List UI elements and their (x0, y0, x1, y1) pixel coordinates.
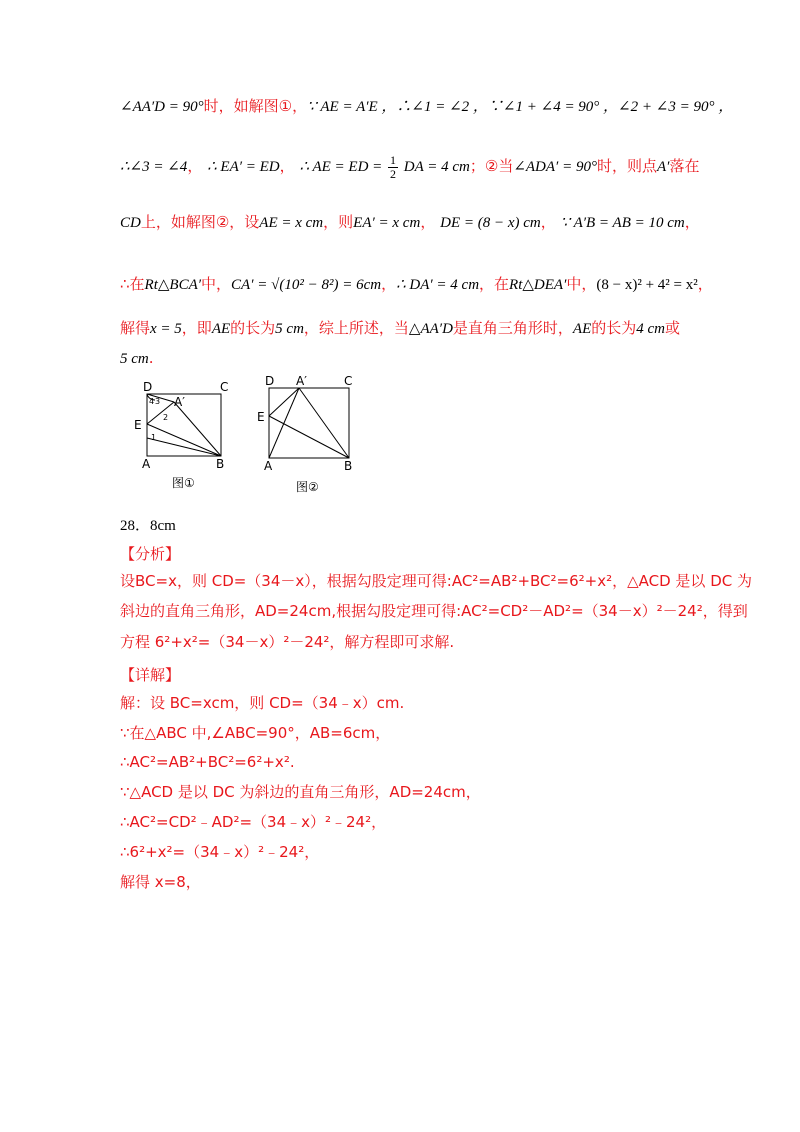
detail-line-4: ∵△ACD 是以 DC 为斜边的直角三角形，AD=24cm， (120, 783, 481, 801)
text-length-is-2: 的长为 (591, 319, 637, 337)
punct: ， (381, 275, 397, 293)
math-ae-x: AE = x cm (259, 215, 324, 231)
punct: ， (540, 213, 556, 231)
punct: . (148, 349, 154, 367)
text-in-summary: ，综上所述，当 (303, 319, 409, 337)
math-cd: CD (120, 215, 141, 231)
detail-line-5: ∴AC²=CD²﹣AD²=（34﹣x）²﹣24²， (120, 813, 387, 831)
analysis-line-3: 方程 6²+x²=（34－x）²－24²，解方程即可求解. (120, 633, 455, 651)
label-d: D (265, 374, 275, 388)
math-da-4: ∴ DA′ = 4 cm (396, 277, 480, 293)
figure-2 (252, 376, 362, 496)
label-angle-4: 4 (149, 397, 155, 406)
punct: ， (684, 213, 700, 231)
label-angle-3: 3 (155, 397, 161, 406)
detail-line-6: ∴6²+x²=（34﹣x）²﹣24²， (120, 843, 320, 861)
solution-line-1 (120, 96, 733, 117)
text-middle2: 中， (566, 275, 597, 293)
math-ae-2: AE (572, 321, 592, 337)
detail-heading: 【详解】 (120, 666, 181, 684)
detail-line-3: ∴AC²=AB²+BC²=6²+x². (120, 753, 295, 771)
label-a-prime: A′ (296, 374, 307, 388)
label-d: D (143, 380, 153, 394)
math-equation: (8 − x)² + 4² = x² (596, 277, 698, 293)
punct: ， (279, 157, 295, 175)
punct: ， (697, 275, 713, 293)
analysis-line-1: 设BC=x，则 CD=（34－x），根据勾股定理可得:AC²=AB²+BC²=6²+x²，△ACD 是以 DC 为 (120, 572, 752, 590)
label-e: E (257, 410, 265, 424)
text-in: ∴在 (120, 275, 145, 293)
label-angle-2: 2 (163, 413, 169, 422)
math-ab-10: ∵ A′B = AB = 10 cm (560, 215, 685, 231)
text-in2: ，在 (479, 275, 510, 293)
text-solve: 解得 (120, 319, 151, 337)
figure-2-caption: 图② (296, 480, 319, 494)
text-falls-on: 落在 (669, 157, 700, 175)
math-de-8-x: DE = (8 − x) cm (440, 215, 541, 231)
math-triangle-aad: △AA′D (408, 321, 453, 337)
math-5cm: 5 cm (275, 321, 304, 337)
text-or: 或 (665, 319, 681, 337)
text-ie: ，即 (181, 319, 212, 337)
label-c: C (220, 380, 229, 394)
math-rt-dea: Rt△DEA′ (509, 277, 567, 293)
solution-line-5 (120, 318, 680, 339)
math-ca-6cm: CA′ = √(10² − 8²) = 6cm (231, 277, 382, 293)
solution-line-4 (120, 274, 713, 295)
math-x-5: x = 5 (150, 321, 182, 337)
text-on-fig2: 上，如解图②，设 (140, 213, 260, 231)
label-a-prime: A′ (174, 395, 185, 409)
math-ea-eq-ed: ∴ EA′ = ED (207, 159, 280, 175)
label-b: B (216, 457, 225, 471)
math-ae-eq-ed: ∴ AE = ED = (299, 159, 387, 175)
solution-line-2 (120, 152, 699, 181)
math-ea-x: EA′ = x cm (353, 215, 421, 231)
punct: ， (187, 157, 203, 175)
punct: ， (420, 213, 436, 231)
analysis-line-2: 斜边的直角三角形，AD=24cm,根据勾股定理可得:AC²=CD²－AD²=（34－x）²－24²，得到 (120, 602, 748, 620)
label-e: E (134, 418, 142, 432)
text-middle: 中， (201, 275, 232, 293)
text-when-fig1: 时，如解图①， (203, 97, 308, 115)
label-b: B (344, 459, 353, 473)
solution-line-3 (120, 212, 700, 233)
math-4cm: 4 cm (636, 321, 666, 337)
label-a: A (142, 457, 151, 471)
text-case2: ；②当 (469, 157, 514, 175)
math-point-a-prime: A′ (656, 159, 670, 175)
text-length-is: 的长为 (230, 319, 276, 337)
math-angle3-eq-angle4: ∴∠3 = ∠4 (120, 159, 188, 175)
fraction-one-half: $\frac{1}{2}$ (390, 152, 397, 181)
label-a: A (264, 459, 273, 473)
math-5cm-final: 5 cm (120, 351, 149, 367)
figure-1 (130, 378, 240, 488)
figure-1-diagram (130, 378, 240, 488)
math-da-4cm: DA = 4 cm (400, 159, 470, 175)
detail-line-7: 解得 x=8， (120, 873, 201, 891)
text-is-right-triangle: 是直角三角形时， (452, 319, 573, 337)
math-ae: AE (211, 321, 231, 337)
text-then: ，则 (323, 213, 354, 231)
solution-line-6 (120, 348, 154, 369)
math-angle-aad: ∠AA′D = 90° (120, 99, 204, 115)
question-28-answer: 28．8cm (120, 518, 176, 534)
figure-1-caption: 图① (172, 476, 195, 490)
detail-line-1: 解：设 BC=xcm，则 CD=（34﹣x）cm. (120, 694, 405, 712)
math-angle-ada: ∠ADA′ = 90° (513, 159, 597, 175)
label-angle-1: 1 (151, 433, 157, 442)
detail-line-2: ∵在△ABC 中,∠ABC=90°，AB=6cm， (120, 724, 391, 742)
math-rt-bca: Rt△BCA′ (144, 277, 202, 293)
label-c: C (344, 374, 353, 388)
analysis-heading: 【分析】 (120, 545, 181, 563)
math-ae-eq: ∵ AE = A′E ，∴∠1 = ∠2 ，∵∠1 + ∠4 = 90° ，∠2 + ∠3 = 90° ， (307, 99, 734, 115)
text-then-point: 时，则点 (596, 157, 657, 175)
